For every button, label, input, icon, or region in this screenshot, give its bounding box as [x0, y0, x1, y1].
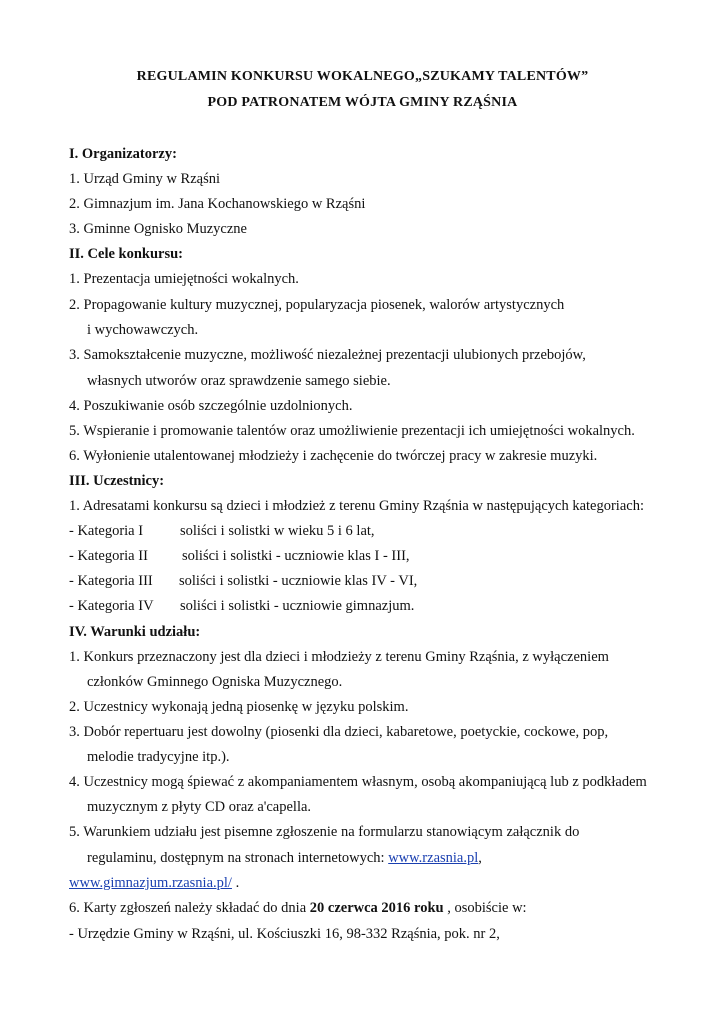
list-item: 3. Dobór repertuaru jest dowolny (piosenki dla dzieci, kabaretowe, poetyckie, cockowe, pop, [69, 724, 609, 740]
section-heading-organizers: I. Organizatorzy: [69, 146, 177, 162]
deadline-suffix: , osobiście w: [443, 900, 527, 916]
category-name: - Kategoria IV [69, 598, 154, 614]
gimnazjum-website-link[interactable]: www.gimnazjum.rzasnia.pl/ [69, 875, 232, 891]
list-item: 4. Poszukiwanie osób szczególnie uzdolnionych. [69, 398, 353, 414]
document-title-line-1: REGULAMIN KONKURSU WOKALNEGO„SZUKAMY TALENTÓW” [136, 69, 589, 84]
link-trailing-period: . [231, 875, 240, 891]
list-item: 2. Propagowanie kultury muzycznej, popularyzacja piosenek, walorów artystycznych [69, 297, 565, 313]
list-item: 5. Warunkiem udziału jest pisemne zgłoszenie na formularzu stanowiącym załącznik do [69, 824, 580, 840]
category-name: - Kategoria III [69, 573, 153, 589]
list-item-continuation: muzycznym z płyty CD oraz a'capella. [87, 799, 312, 815]
category-name: - Kategoria II [69, 548, 148, 564]
category-description: soliści i solistki - uczniowie gimnazjum. [180, 598, 415, 614]
list-item: 3. Gminne Ognisko Muzyczne [69, 221, 247, 237]
deadline-date: 20 czerwca 2016 roku [309, 900, 444, 916]
gimnazjum-link-line [69, 875, 239, 892]
list-item-continuation: własnych utworów oraz sprawdzenie samego siebie. [87, 373, 391, 389]
list-item: 6. Wyłonienie utalentowanej młodzieży i zachęcenie do twórczej pracy w zakresie muzyki. [69, 448, 598, 464]
section-heading-conditions: IV. Warunki udziału: [69, 624, 201, 640]
list-item: 5. Wspieranie i promowanie talentów oraz umożliwienie prezentacji ich umiejętności wokalnych. [69, 423, 635, 439]
category-name: - Kategoria I [69, 523, 144, 539]
list-item: 2. Gimnazjum im. Jana Kochanowskiego w Rząśni [69, 196, 366, 212]
list-item: 1. Konkurs przeznaczony jest dla dzieci i młodzieży z terenu Gminy Rząśnia, z wyłączeniem [69, 649, 609, 665]
section-heading-participants: III. Uczestnicy: [69, 473, 165, 489]
registration-text: regulaminu, dostępnym na stronach internetowych: [87, 850, 389, 866]
submission-location: - Urzędzie Gminy w Rząśni, ul. Kościuszki 16, 98-332 Rząśnia, pok. nr 2, [69, 926, 500, 942]
list-item: 4. Uczestnicy mogą śpiewać z akompaniamentem własnym, osobą akompaniującą lub z podkładem [69, 774, 647, 790]
list-item: 2. Uczestnicy wykonają jedną piosenkę w języku polskim. [69, 699, 409, 715]
rzasnia-website-link[interactable]: www.rzasnia.pl [388, 850, 479, 866]
deadline-prefix: 6. Karty zgłoszeń należy składać do dnia [69, 900, 310, 916]
category-description: soliści i solistki w wieku 5 i 6 lat, [180, 523, 375, 539]
comma: , [478, 850, 482, 866]
section-heading-goals: II. Cele konkursu: [69, 246, 184, 262]
category-description: soliści i solistki - uczniowie klas I - III, [182, 548, 410, 564]
document-title-line-2: POD PATRONATEM WÓJTA GMINY RZĄŚNIA [207, 95, 518, 110]
list-item-continuation-with-link [87, 850, 482, 867]
list-item: 3. Samokształcenie muzyczne, możliwość niezależnej prezentacji ulubionych przebojów, [69, 347, 586, 363]
list-item-continuation: i wychowawczych. [87, 322, 199, 338]
category-description: soliści i solistki - uczniowie klas IV - VI, [179, 573, 418, 589]
list-item-continuation: melodie tradycyjne itp.). [87, 749, 230, 765]
list-item-deadline [69, 900, 527, 917]
list-item-continuation: członków Gminnego Ogniska Muzycznego. [87, 674, 343, 690]
list-item: 1. Urząd Gminy w Rząśni [69, 171, 221, 187]
list-item: 1. Adresatami konkursu są dzieci i młodzież z terenu Gminy Rząśnia w następujących kategoriach: [69, 498, 644, 514]
list-item: 1. Prezentacja umiejętności wokalnych. [69, 271, 299, 287]
